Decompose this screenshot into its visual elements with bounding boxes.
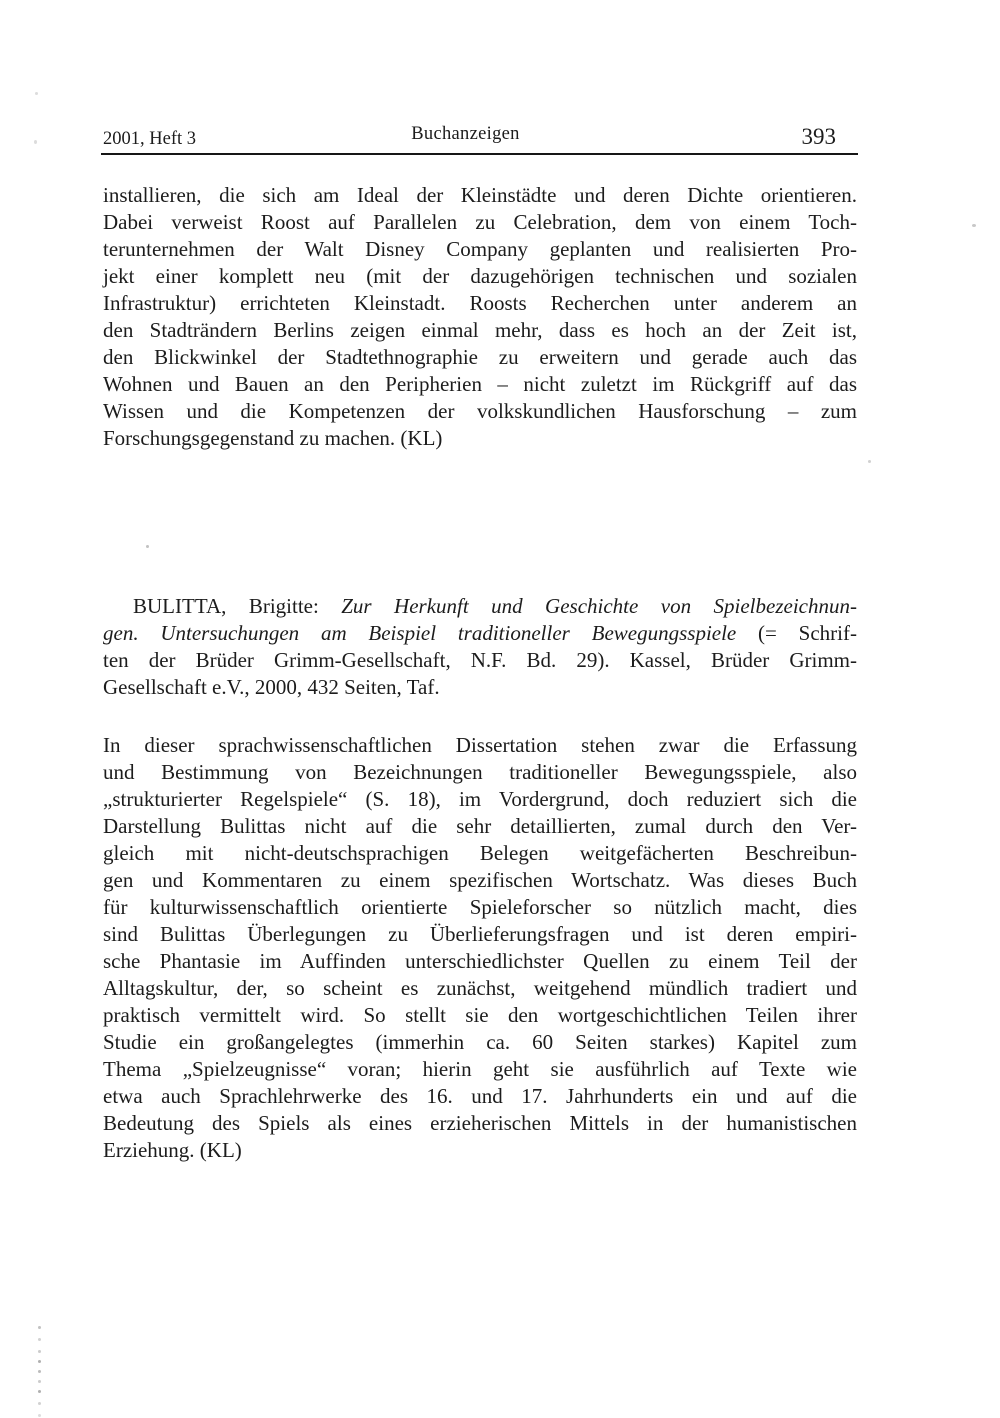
text-segment: Darstellung Bulittas nicht auf die sehr detaillierten, zumal durch den Ver- [103,814,857,838]
text-line [103,786,857,813]
text-segment: Bedeutung des Spiels als eines erzieherischen Mittels in der humanistischen [103,1111,857,1135]
text-line [103,647,857,674]
text-segment: sche Phantasie im Auffinden unterschiedlichster Quellen zu einem Teil der [103,949,857,973]
text-segment: und Bestimmung von Bezeichnungen traditioneller Bewegungsspiele, also [103,760,857,784]
text-segment: Dabei verweist Roost auf Parallelen zu Celebration, dem von einem Toch- [103,210,857,234]
text-segment: Gesellschaft e.V., 2000, 432 Seiten, Taf. [103,675,440,699]
text-segment: ten der Brüder Grimm-Gesellschaft, N.F. Bd. 29). Kassel, Brüder Grimm- [103,648,857,672]
text-line [103,840,857,867]
text-line [103,593,857,620]
text-line [103,263,857,290]
text-line [103,209,857,236]
text-segment: (= Schrif- [736,621,857,645]
scan-speck [146,545,149,548]
text-line [103,975,857,1002]
text-segment: den Stadträndern Berlins zeigen einmal mehr, dass es hoch an der Zeit ist, [103,318,857,342]
text-line [103,371,857,398]
text-line [103,620,857,647]
text-segment: Forschungsgegenstand zu machen. (KL) [103,426,443,450]
text-segment: terunternehmen der Walt Disney Company geplanten und realisierten Pro- [103,237,857,261]
text-line [103,1002,857,1029]
running-header [103,124,858,150]
text-line [103,732,857,759]
text-line [103,290,857,317]
paragraph-bulitta-review [103,732,857,1164]
text-segment: In dieser sprachwissenschaftlichen Dissertation stehen zwar die Erfassung [103,733,857,757]
text-line [103,894,857,921]
text-segment: installieren, die sich am Ideal der Kleinstädte und deren Dichte orientieren. [103,183,857,207]
text-segment: etwa auch Sprachlehrwerke des 16. und 17. Jahrhunderts ein und auf die [103,1084,857,1108]
header-section-title: Buchanzeigen [411,124,520,144]
text-segment: BULITTA, Brigitte: [133,594,342,618]
header-page-number: 393 [801,124,836,149]
text-segment: „strukturierter Regelspiele“ (S. 18), im Vordergrund, doch reduziert sich die [103,787,857,811]
text-line [103,1083,857,1110]
text-line [103,813,857,840]
text-segment: gen und Kommentaren zu einem spezifischen Wortschatz. Was dieses Buch [103,868,857,892]
text-segment: Erziehung. (KL) [103,1138,242,1162]
text-line [103,759,857,786]
paragraph-roost-review [103,182,857,452]
text-segment: jekt einer komplett neu (mit der dazugehörigen technischen und sozialen [103,264,857,288]
text-line [103,398,857,425]
paragraph-bulitta-citation [103,593,857,701]
text-line [103,867,857,894]
text-line [103,1137,857,1164]
text-line [103,236,857,263]
text-segment: Wissen und die Kompetenzen der volkskundlichen Hausforschung – zum [103,399,857,423]
text-line [103,1110,857,1137]
scan-speck [35,92,38,95]
text-line [103,921,857,948]
text-segment: für kulturwissenschaftlich orientierte Spieleforscher so nützlich macht, dies [103,895,857,919]
text-segment: Wohnen und Bauen an den Peripherien – nicht zuletzt im Rückgriff auf das [103,372,857,396]
scan-speck [34,140,37,144]
text-line [103,948,857,975]
text-line [103,1029,857,1056]
book-title-italic: gen. Untersuchungen am Beispiel traditioneller Bewegungsspiele [103,621,737,645]
header-issue: 2001, Heft 3 [103,129,196,149]
text-segment: den Blickwinkel der Stadtethnographie zu erweitern und gerade auch das [103,345,857,369]
text-line [103,1056,857,1083]
text-line [103,182,857,209]
scan-dotted-line [38,1326,42,1418]
text-line [103,674,857,701]
text-line [103,425,857,452]
scan-speck [972,224,976,227]
text-segment: sind Bulittas Überlegungen zu Überlieferungsfragen und ist deren empiri- [103,922,857,946]
text-segment: Studie ein großangelegtes (immerhin ca. 60 Seiten starkes) Kapitel zum [103,1030,857,1054]
text-segment: gleich mit nicht-deutschsprachigen Belegen weitgefächerten Beschreibun- [103,841,857,865]
text-segment: Alltagskultur, der, so scheint es zunächst, weitgehend mündlich tradiert und [103,976,857,1000]
scan-speck [868,460,871,463]
text-line [103,317,857,344]
header-rule [101,153,858,155]
text-line [103,344,857,371]
text-segment: Thema „Spielzeugnisse“ voran; hierin geht sie ausführlich auf Texte wie [103,1057,857,1081]
text-segment: Infrastruktur) errichteten Kleinstadt. Roosts Recherchen unter anderem an [103,291,857,315]
book-title-italic: Zur Herkunft und Geschichte von Spielbezeichnun- [341,594,857,618]
text-segment: praktisch vermittelt wird. So stellt sie den wortgeschichtlichen Teilen ihrer [103,1003,857,1027]
